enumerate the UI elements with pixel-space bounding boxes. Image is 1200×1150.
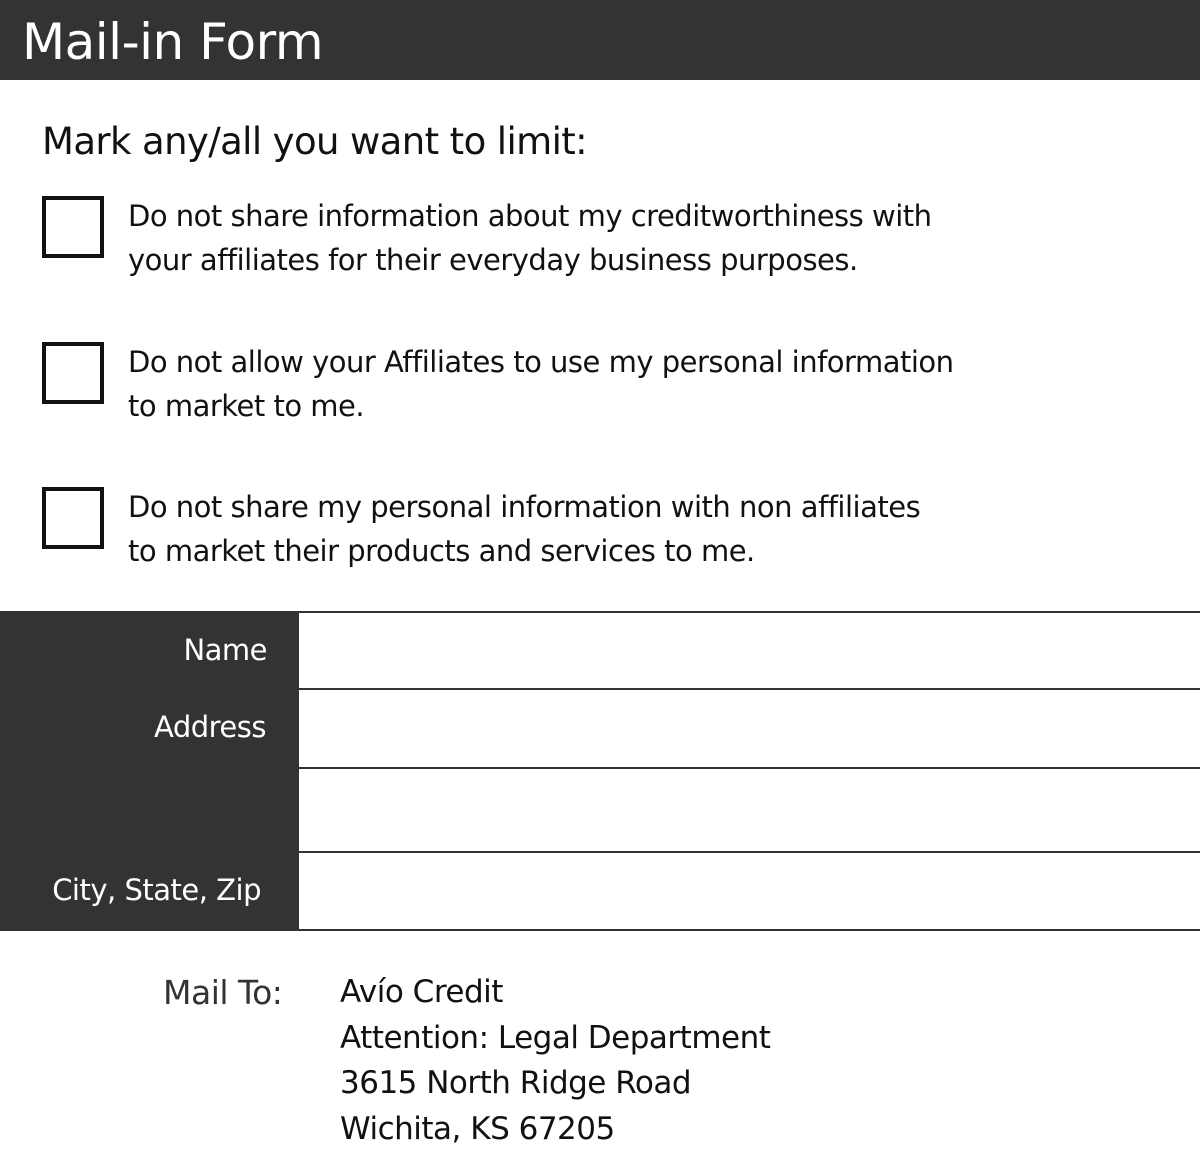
form-divider (0, 929, 1200, 931)
mailing-address-line: Attention: Legal Department (340, 1019, 771, 1056)
name-input[interactable] (299, 613, 1200, 688)
opt-out-option-non-affiliate-sharing (0, 487, 1200, 587)
opt-out-option-affiliate-marketing (0, 342, 1200, 442)
page-title: Mail-in Form (22, 13, 324, 71)
address-line1-input[interactable] (299, 690, 1200, 767)
option-text-creditworthiness (128, 194, 988, 282)
option-line: Do not share my personal information with non affiliates (128, 490, 921, 524)
page-header (0, 0, 1200, 80)
instruction-text: Mark any/all you want to limit: (42, 120, 588, 163)
opt-out-option-creditworthiness (0, 196, 1200, 296)
address-label: Address (0, 690, 299, 852)
mailing-address-line: Avío Credit (340, 974, 503, 1010)
checkbox-creditworthiness[interactable] (42, 196, 104, 258)
option-line: Do not allow your Affiliates to use my personal information (128, 345, 954, 379)
name-label: Name (0, 611, 299, 689)
option-line: to market to me. (128, 389, 365, 423)
mail-to-label: Mail To: (163, 973, 283, 1012)
mailing-address-line: Wichita, KS 67205 (340, 1110, 615, 1147)
option-line: to market their products and services to me. (128, 534, 755, 568)
mailing-address (340, 970, 770, 1150)
city-state-zip-label: City, State, Zip (0, 853, 299, 930)
address-line2-input[interactable] (299, 769, 1200, 851)
option-line: Do not share information about my creditworthiness with (128, 199, 932, 233)
option-line: your affiliates for their everyday business purposes. (128, 243, 858, 277)
option-text-non-affiliate-sharing (128, 485, 988, 573)
checkbox-non-affiliate-sharing[interactable] (42, 487, 104, 549)
option-text-affiliate-marketing (128, 340, 988, 428)
checkbox-affiliate-marketing[interactable] (42, 342, 104, 404)
contact-form (0, 611, 1200, 931)
city-state-zip-input[interactable] (299, 853, 1200, 929)
mailing-address-line: 3615 North Ridge Road (340, 1065, 692, 1101)
